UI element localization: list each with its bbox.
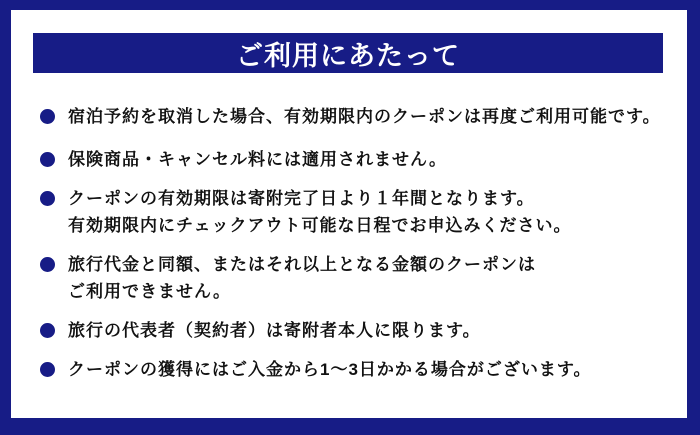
note-text — [68, 103, 661, 130]
note-line: 有効期限内にチェックアウト可能な日程でお申込みください。 — [68, 216, 572, 235]
note-text — [68, 251, 536, 305]
note-line: クーポンの有効期限は寄附完了日より１年間となります。 — [68, 189, 535, 208]
note-item — [40, 146, 675, 173]
bullet-icon — [40, 191, 55, 206]
bullet-icon — [40, 257, 55, 272]
header-band — [33, 33, 663, 73]
note-item — [40, 185, 675, 239]
note-line: クーポンの獲得にはご入金から1〜3日かかる場合がございます。 — [68, 360, 592, 379]
note-line: 保険商品・キャンセル料には適用されません。 — [68, 150, 448, 169]
note-item — [40, 317, 675, 344]
bullet-icon — [40, 109, 55, 124]
note-text — [68, 185, 572, 239]
bullet-icon — [40, 152, 55, 167]
note-line: 宿泊予約を取消した場合、有効期限内のクーポンは再度ご利用可能です。 — [68, 107, 661, 126]
note-text — [68, 317, 481, 344]
note-text — [68, 356, 592, 383]
bullet-icon — [40, 362, 55, 377]
bullet-icon — [40, 323, 55, 338]
note-text — [68, 146, 447, 173]
note-item — [40, 103, 675, 130]
note-line: ご利用できません。 — [68, 282, 232, 301]
note-line: 旅行の代表者（契約者）は寄附者本人に限ります。 — [68, 321, 481, 340]
notes-list — [11, 103, 687, 383]
note-item — [40, 251, 675, 305]
note-line: 旅行代金と同額、またはそれ以上となる金額のクーポンは — [68, 255, 536, 274]
page-title: ご利用にあたって — [236, 40, 460, 71]
note-item — [40, 356, 675, 383]
